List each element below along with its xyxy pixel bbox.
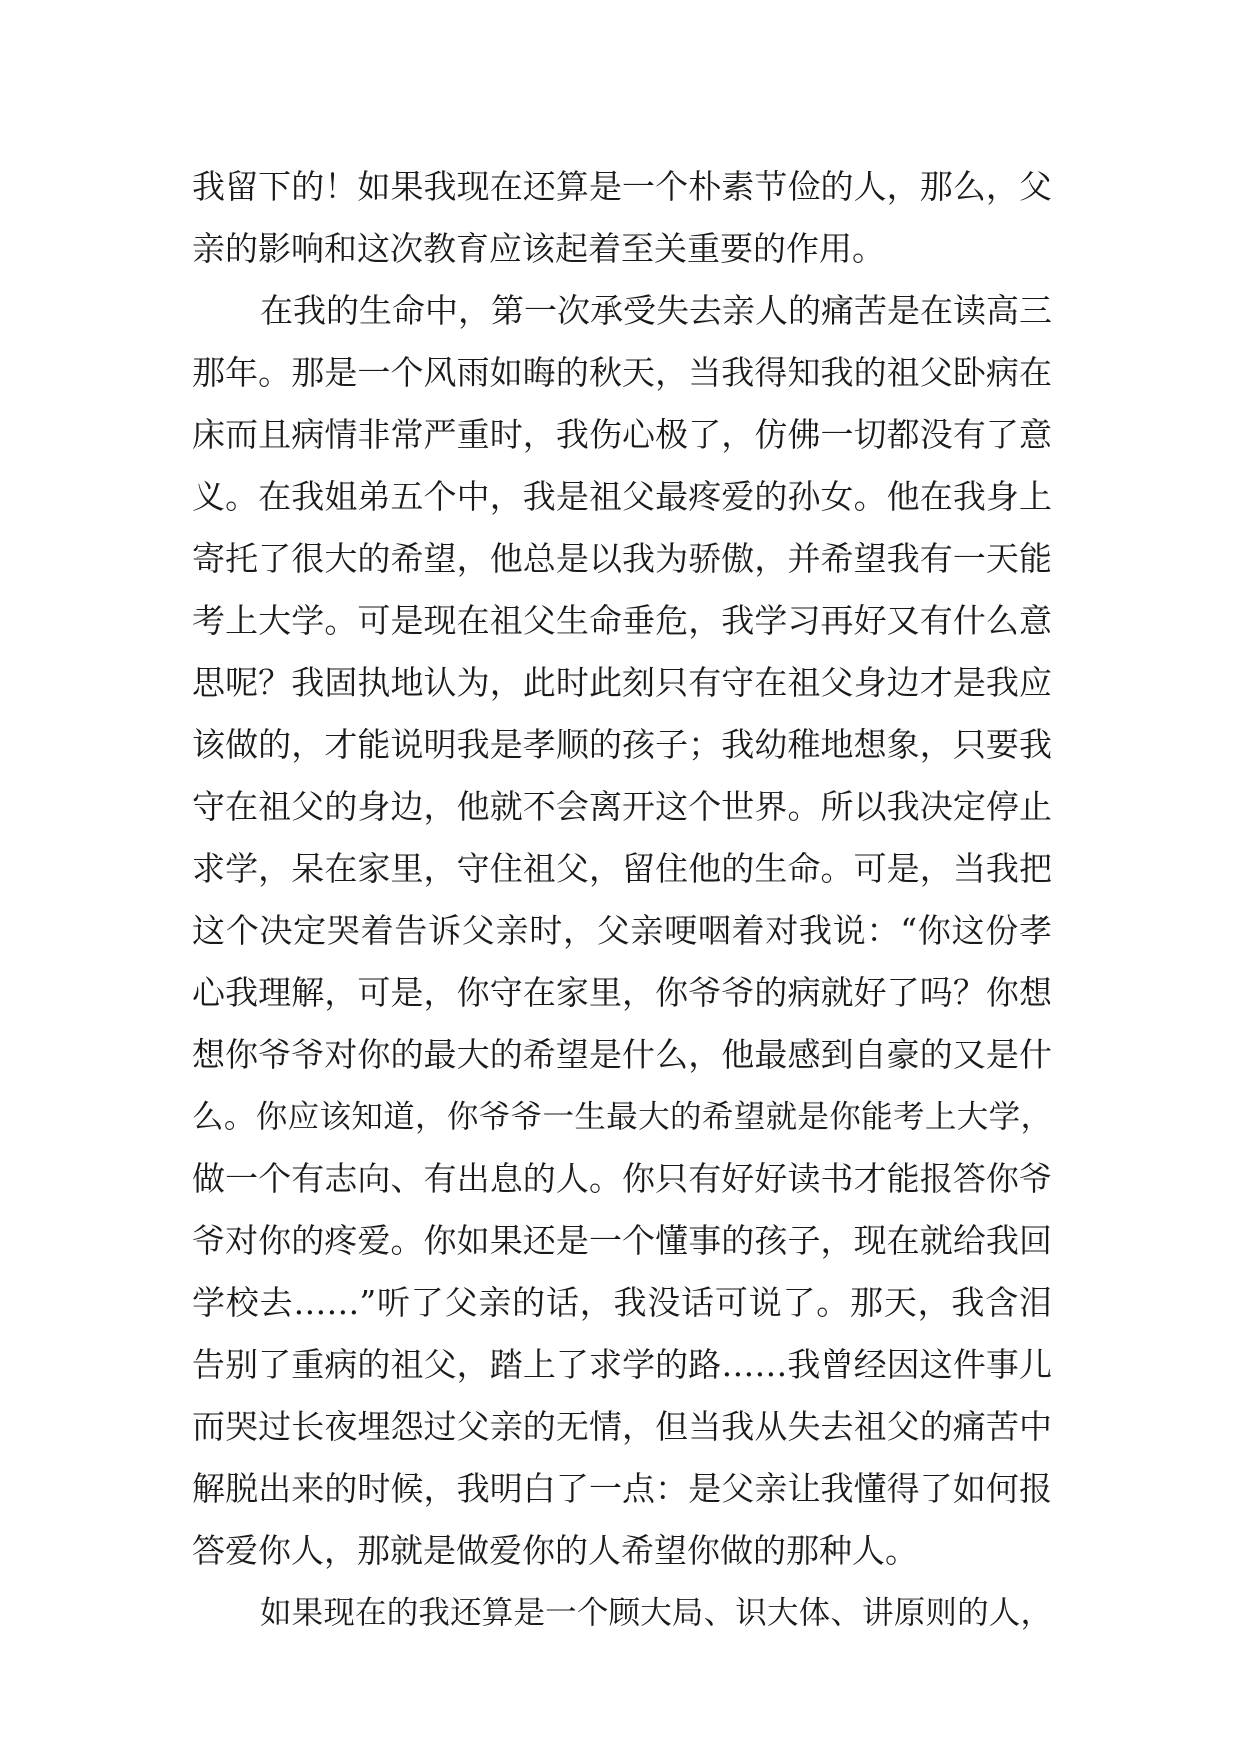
text-line: 答爱你人，那就是做爱你的人希望你做的那种人。 bbox=[192, 1531, 918, 1570]
text-line: 寄托了很大的希望，他总是以我为骄傲，并希望我有一天能 bbox=[192, 539, 1052, 578]
text-line: 而哭过长夜埋怨过父亲的无情，但当我从失去祖父的痛苦中 bbox=[192, 1407, 1052, 1446]
paragraph-start-line: 在我的生命中，第一次承受失去亲人的痛苦是在读高三 bbox=[260, 291, 1052, 330]
text-line: 这个决定哭着告诉父亲时，父亲哽咽着对我说：“你这份孝 bbox=[192, 911, 1052, 950]
paragraph-start-line: 如果现在的我还算是一个顾大局、识大体、讲原则的人， bbox=[260, 1595, 1052, 1631]
text-line: 那年。那是一个风雨如晦的秋天，当我得知我的祖父卧病在 bbox=[192, 353, 1052, 392]
text-line: 我留下的！如果我现在还算是一个朴素节俭的人，那么，父 bbox=[192, 167, 1052, 206]
text-line: 床而且病情非常严重时，我伤心极了，仿佛一切都没有了意 bbox=[192, 415, 1052, 454]
text-line: 思呢？我固执地认为，此时此刻只有守在祖父身边才是我应 bbox=[192, 663, 1052, 702]
text-line: 守在祖父的身边，他就不会离开这个世界。所以我决定停止 bbox=[192, 787, 1052, 826]
text-line: 该做的，才能说明我是孝顺的孩子；我幼稚地想象，只要我 bbox=[192, 725, 1052, 764]
text-line: 做一个有志向、有出息的人。你只有好好读书才能报答你爷 bbox=[192, 1159, 1052, 1198]
body-text bbox=[192, 156, 1052, 1644]
text-line: 告别了重病的祖父，踏上了求学的路……我曾经因这件事儿 bbox=[192, 1345, 1052, 1384]
text-line: 考上大学。可是现在祖父生命垂危，我学习再好又有什么意 bbox=[192, 601, 1052, 640]
text-line: 亲的影响和这次教育应该起着至关重要的作用。 bbox=[192, 229, 885, 268]
text-line: 解脱出来的时候，我明白了一点：是父亲让我懂得了如何报 bbox=[192, 1469, 1052, 1508]
text-line: 么。你应该知道，你爷爷一生最大的希望就是你能考上大学， bbox=[192, 1099, 1052, 1135]
text-line: 学校去……”听了父亲的话，我没话可说了。那天，我含泪 bbox=[192, 1283, 1052, 1322]
text-line: 求学，呆在家里，守住祖父，留住他的生命。可是，当我把 bbox=[192, 849, 1052, 888]
text-line: 心我理解，可是，你守在家里，你爷爷的病就好了吗？你想 bbox=[192, 973, 1052, 1012]
text-line: 义。在我姐弟五个中，我是祖父最疼爱的孙女。他在我身上 bbox=[192, 477, 1052, 516]
text-line: 爷对你的疼爱。你如果还是一个懂事的孩子，现在就给我回 bbox=[192, 1221, 1052, 1260]
text-line: 想你爷爷对你的最大的希望是什么，他最感到自豪的又是什 bbox=[192, 1035, 1052, 1074]
